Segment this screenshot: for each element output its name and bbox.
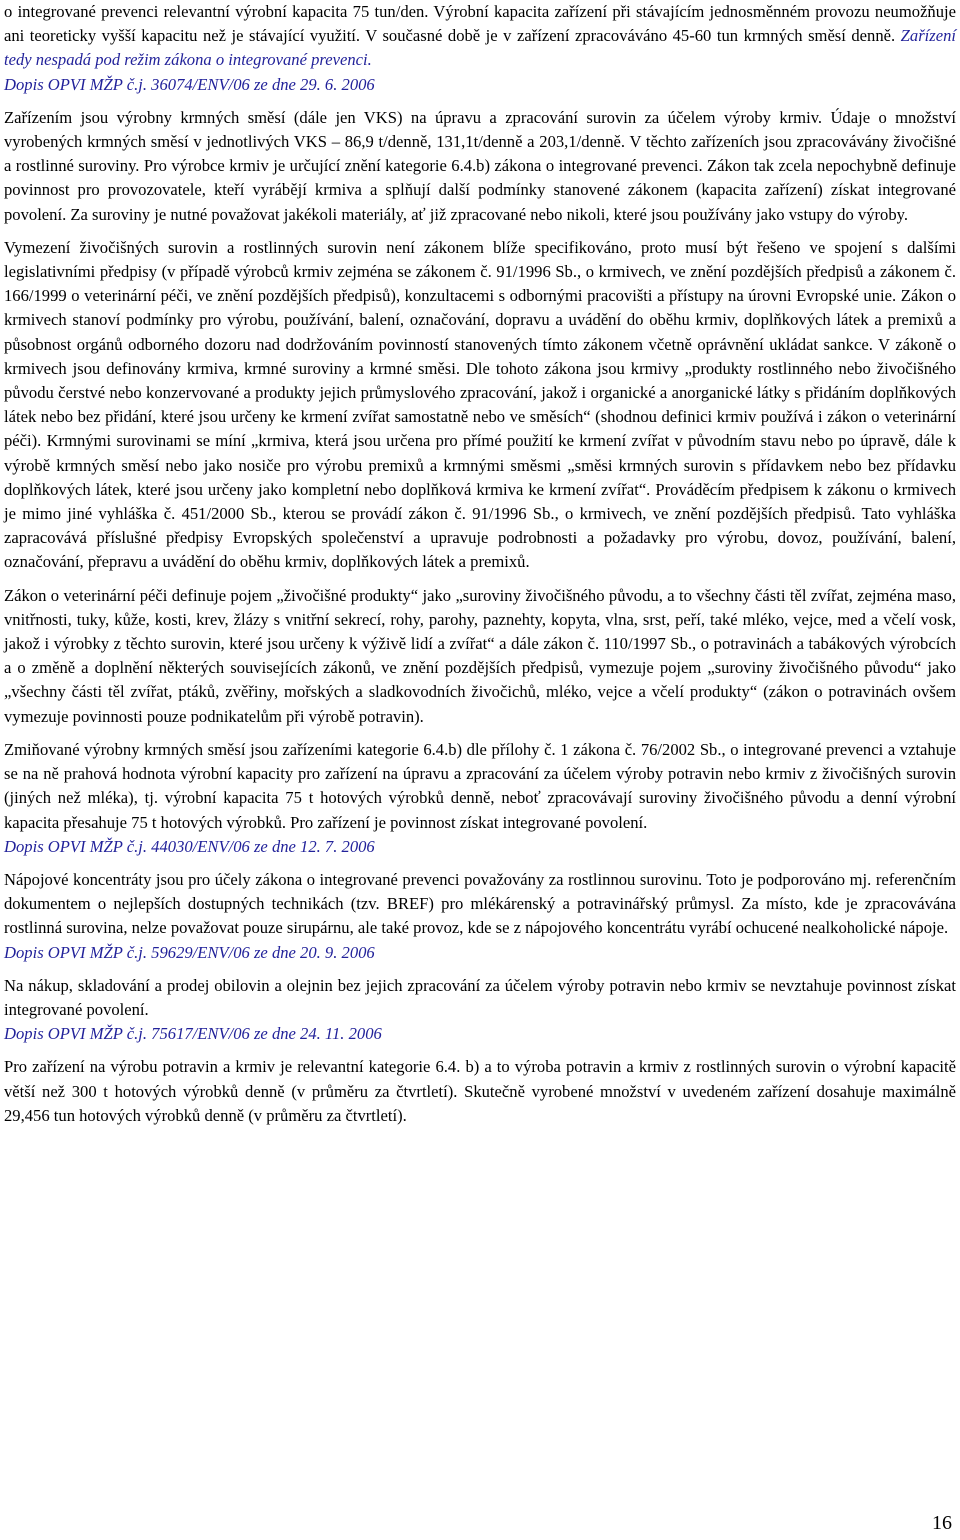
reference-heading: Dopis OPVI MŽP č.j. 59629/ENV/06 ze dne 20. 9. 2006 xyxy=(4,942,375,962)
paragraph: Vymezení živočišných surovin a rostlinných surovin není zákonem blíže specifikováno, proto musí být řešeno ve spojení s dalšími legislativními předpisy (v případě výrobců krmiv zejména se zákonem č. 91/1996 Sb., o krmivech, ve znění pozdějších předpisů a zákonem č. 166/1999 o veterinární péči, ve znění pozdějších předpisů), konzultacemi s odbornými pracovišti a přístupy na úrovni Evropské unie. Zákon o krmivech stanoví podmínky pro výrobu, používání, balení, označování, dopravu a uvádění do oběhu krmiv, doplňkových látek a premixů a působnost orgánů odborného dozoru nad dodržováním povinností stanovených tímto zákonem včetně oprávnění ukládat sankce. V zákoně o krmivech jsou definovány krmiva, krmné suroviny a krmné směsi. Dle tohoto zákona jsou krmivy „produkty rostlinného nebo živočišného původu čerstvé nebo konzervované a produkty jejich průmyslového zpracování, jakož i organické a anorganické látky s přidáním doplňkových látek nebo bez přidání, které jsou určeny ke krmení zvířat samostatně nebo ve směsích“ (shodnou definici krmiv používá i zákon o veterinární péči). Krmnými surovinami se míní „krmiva, která jsou určena pro přímé použití ke krmení zvířat v původním stavu nebo po úpravě, dále k výrobě krmných směsí nebo jako nosiče pro výrobu premixů a krmnými směsmi „směsi krmných surovin s přídavkem nebo bez přídavku doplňkových látek, které jsou určeny jako kompletní nebo doplňková krmiva ke krmení zvířat“. Prováděcím předpisem k zákonu o krmivech je mimo jiné vyhláška č. 451/2000 Sb., kterou se provádí zákon č. 91/1996 Sb., o krmivech, ve znění pozdějších předpisů. Tato vyhláška zapracovává příslušné předpisy Evropských společenství a upravuje podrobnosti a požadavky pro výrobu, dovoz, používání, balení, označování, přepravu a uvádění do oběhu krmiv, doplňkových látek a premixů. xyxy=(4,237,956,572)
paragraph: Pro zařízení na výrobu potravin a krmiv je relevantní kategorie 6.4. b) a to výroba potravin a krmiv z rostlinných surovin o výrobní kapacitě větší než 300 t hotových výrobků denně (v průměru za čtvrtletí). Skutečně vyrobené množství v uvedeném zařízení dosahuje maximálně 29,456 tun hotových výrobků denně (v průměru za čtvrtletí). xyxy=(4,1057,956,1125)
paragraph: Nápojové koncentráty jsou pro účely zákona o integrované prevenci považovány za rostlinnou surovinu. Toto je podporováno mj. referenčním dokumentem o nejlepších dostupných technikách (tzv. BREF) pro mlékárenský a potravinářský průmysl. Za místo, kde je zpracovávána rostlinná surovina, nelze považovat pouze sirupárnu, ale také provoz, kde se z nápojového koncentrátu vyrábí ochucené nealkoholické nápoje. xyxy=(4,869,956,938)
paragraph: Zákon o veterinární péči definuje pojem „živočišné produkty“ jako „suroviny živočišného původu, a to všechny části těl zvířat, zejména maso, vnitřnosti, tuky, kůže, kosti, krev, žlázy s vnitřní sekrecí, rohy, parohy, paznehty, kopyta, vlna, srst, peří, také mléko, vejce, med a včelí vosk, jakož i výrobky z těchto surovin, které jsou určeny k výživě lidí a zvířat“ a dále zákon č. 110/1997 Sb., o potravinách a tabákových výrobcích a o změně a doplnění některých souvisejících zákonů, ve znění pozdějších předpisů, vymezuje pojem „suroviny živočišného původu“ jako „všechny části těl zvířat, ptáků, zvěřiny, mořských a sladkovodních živočichů, mléko, vejce a včelí produkty“ (zákon o potravinách ovšem vymezuje povinnosti pouze podnikatelům při výrobě potravin). xyxy=(4,585,956,726)
page-number: 16 xyxy=(932,1512,952,1534)
paragraph: Zařízením jsou výrobny krmných směsí (dále jen VKS) na úpravu a zpracování surovin za účelem výroby krmiv. Údaje o množství vyrobených krmných směsí v jednotlivých VKS – 86,9 t/denně, 131,1t/denně a 203,1/denně. V těchto zařízeních jsou zpracovávány živočišné a rostlinné suroviny. Pro výrobce krmiv je určující znění kategorie 6.4.b) zákona o integrované prevenci. Zákon tak zcela nepochybně definuje povinnost pro provozovatele, kteří vyrábějí krmiva a splňují další podmínky stanovené zákonem (kapacita zařízení) získat integrované povolení. Za suroviny je nutné považovat jakékoli materiály, ať již zpracované nebo nikoli, které jsou používány jako vstupy do výroby. xyxy=(4,107,956,224)
paragraph-text: o integrované prevenci relevantní výrobní kapacita 75 tun/den. Výrobní kapacita zařízení při stávajícím jednosměnném provozu neumožňuje ani teoreticky vyšší kapacitu než je stávající využití. V současné době je v zařízení zpracováváno 45-60 tun krmných směsí denně. xyxy=(4,2,956,46)
conclusion-italic: Zařízení tedy nespadá pod režim zákona o integrované prevenci. xyxy=(4,26,956,70)
paragraph: Na nákup, skladování a prodej obilovin a olejnin bez jejich zpracování za účelem výroby potravin nebo krmiv se nevztahuje povinnost získat integrované povolení. xyxy=(4,975,956,1019)
document-page xyxy=(4,0,956,1128)
reference-heading: Dopis OPVI MŽP č.j. 75617/ENV/06 ze dne 24. 11. 2006 xyxy=(4,1024,382,1044)
reference-heading: Dopis OPVI MŽP č.j. 36074/ENV/06 ze dne 29. 6. 2006 xyxy=(4,74,375,94)
paragraph: Zmiňované výrobny krmných směsí jsou zařízeními kategorie 6.4.b) dle přílohy č. 1 zákona č. 76/2002 Sb., o integrované prevenci a vztahuje se na ně prahová hodnota výrobní kapacity pro zařízení na úpravu a zpracování za účelem výroby potravin nebo krmiv z živočišných surovin (jiných než mléka), tj. výrobní kapacita 75 t hotových výrobků denně, neboť zpracovávají suroviny živočišného původu a denní výrobní kapacita přesahuje 75 t hotových výrobků. Pro zařízení je povinnost získat integrované povolení. xyxy=(4,739,956,832)
reference-heading: Dopis OPVI MŽP č.j. 44030/ENV/06 ze dne 12. 7. 2006 xyxy=(4,836,375,856)
paragraph-intro xyxy=(4,0,956,73)
